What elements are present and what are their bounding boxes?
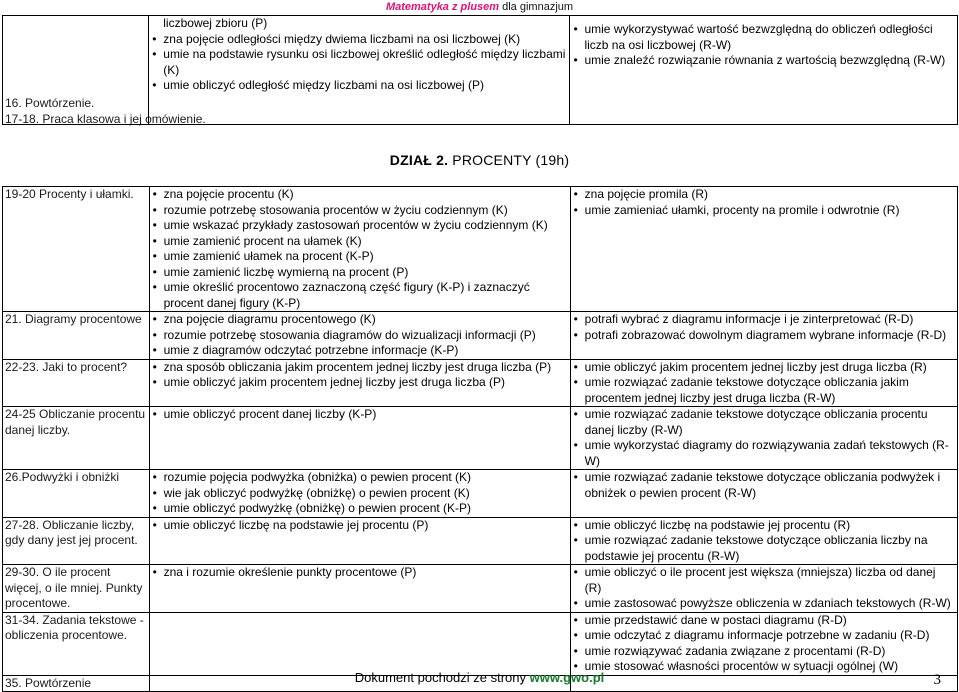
lesson-cell	[3, 612, 150, 675]
page-footer	[0, 670, 959, 686]
bullet-icon: •	[573, 407, 578, 421]
table-row	[3, 312, 958, 360]
top-col3	[570, 16, 958, 125]
list-item: • umie rozwiązywać zadania związane z procentami (R-D)	[573, 643, 886, 658]
bullet-icon: •	[152, 218, 157, 232]
section-prefix: DZIAŁ 2.	[389, 152, 453, 168]
bullet-icon: •	[573, 470, 578, 484]
lesson-title: 31-34. Zadania tekstowe - obliczenia procentowe.	[5, 612, 144, 642]
top-col1	[3, 16, 206, 126]
skills-basic-cell	[149, 612, 570, 675]
lesson-cell	[3, 407, 150, 470]
bullet-icon: •	[573, 22, 578, 36]
list-item: • umie na podstawie rysunku osi liczbowej określić odległość między liczbami (K)	[152, 47, 566, 77]
list-item: • umie stosować własności procentów w sytuacji ogólnej (W)	[573, 659, 899, 673]
skills-advanced-cell	[570, 470, 957, 518]
skills-basic-cell	[149, 312, 570, 360]
list-item: • umie przedstawić dane w postaci diagramu (R-D)	[573, 612, 847, 627]
bullet-icon: •	[152, 375, 157, 389]
bullet-icon: •	[152, 249, 157, 263]
list-item: • umie rozwiązać zadanie tekstowe dotyczące obliczania liczby na podstawie jej procentu (R-W)	[573, 533, 928, 563]
lesson-title: 22-23. Jaki to procent?	[5, 359, 128, 374]
skills-advanced-cell-list	[573, 565, 955, 612]
bullet-icon: •	[152, 312, 157, 326]
skills-basic-cell	[149, 187, 570, 312]
bullet-icon: •	[573, 565, 578, 579]
bullet-icon: •	[573, 596, 578, 610]
list-item: • umie rozwiązać zadanie tekstowe dotyczące obliczania jakim procentem jednej liczby jest druga liczba (R-W)	[573, 375, 909, 405]
bullet-icon: •	[152, 359, 157, 374]
header-subtitle: dla gimnazjum	[499, 1, 574, 13]
list-item: • umie obliczyć liczbę na podstawie jej procentu (R)	[573, 517, 851, 532]
skills-advanced-cell-list	[573, 360, 955, 407]
lesson-cell	[3, 187, 150, 312]
top-col2-list	[151, 32, 567, 94]
skills-basic-cell	[149, 359, 570, 407]
bullet-icon: •	[152, 31, 157, 46]
bullet-icon: •	[152, 485, 157, 500]
list-item: • umie zamienić ułamek na procent (K-P)	[152, 249, 374, 263]
skills-basic-cell	[149, 517, 570, 565]
skills-advanced-cell	[570, 517, 957, 565]
skills-advanced-cell-list	[573, 470, 955, 501]
table-row	[3, 612, 958, 675]
bullet-icon: •	[573, 438, 578, 452]
skills-basic-cell-list	[152, 312, 568, 359]
skills-basic-cell	[149, 565, 570, 613]
bullet-icon: •	[573, 202, 578, 217]
bullet-icon: •	[573, 517, 578, 532]
lesson-cell	[3, 470, 150, 518]
lesson-cell	[3, 312, 150, 360]
footer-site-link[interactable]: www.gwo.pl	[529, 670, 605, 685]
bullet-icon: •	[573, 628, 578, 642]
list-item: • umie znaleźć rozwiązanie równania z wartością bezwzględną (R-W)	[573, 53, 946, 67]
table-row	[3, 565, 958, 613]
page-number: 3	[933, 672, 941, 688]
list-item: • umie odczytać z diagramu informacje potrzebne w zadaniu (R-D)	[573, 628, 930, 642]
bullet-icon: •	[152, 264, 157, 279]
lesson-title: 21. Diagramy procentowe	[5, 312, 142, 326]
bullet-icon: •	[152, 187, 157, 201]
list-item: • rozumie pojęcia podwyżka (obniżka) o pewien procent (K)	[152, 470, 472, 484]
curriculum-table	[2, 186, 958, 692]
list-item: • umie zastosować powyższe obliczenia w zdaniach tekstowych (R-W)	[573, 596, 951, 610]
list-item: • zna pojęcie diagramu procentowego (K)	[152, 312, 376, 326]
skills-advanced-cell-list	[573, 518, 955, 565]
table-row	[3, 470, 958, 518]
list-item: • umie obliczyć liczbę na podstawie jej procentu (P)	[152, 517, 429, 532]
list-item: • umie obliczyć odległość między liczbami na osi liczbowej (P)	[152, 78, 485, 92]
lesson-17-title: 17-18. Praca klasowa i jej omówienie.	[5, 111, 206, 126]
skills-basic-cell-list	[152, 407, 568, 423]
bullet-icon: •	[152, 233, 157, 248]
bullet-icon: •	[152, 501, 157, 515]
list-item: • umie rozwiązać zadanie tekstowe dotyczące obliczania procentu danej liczby (R-W)	[573, 407, 928, 437]
skills-basic-cell-list	[152, 470, 568, 517]
skills-advanced-cell	[570, 359, 957, 407]
list-item: • umie wskazać przykłady zastosowań procentów w życiu codziennym (K)	[152, 218, 548, 232]
table-row	[3, 187, 958, 312]
list-item: • umie określić procentowo zaznaczoną część figury (K-P) i zaznaczyć procent danej figury (K-P)	[152, 280, 530, 310]
lesson-cell	[3, 565, 150, 613]
top-col3-list	[572, 22, 955, 69]
list-item: • rozumie potrzebę stosowania diagramów do wizualizacji informacji (P)	[152, 327, 536, 342]
skills-advanced-cell	[570, 407, 957, 470]
skills-basic-cell	[149, 407, 570, 470]
list-item: • umie zamienić liczbę wymierną na procent (P)	[152, 264, 409, 279]
lesson-title: 35. Powtórzenie	[5, 675, 92, 690]
bullet-icon: •	[152, 202, 157, 217]
skills-advanced-cell-list	[573, 187, 955, 218]
skills-advanced-cell-list	[573, 407, 955, 469]
list-item: • umie zamienić procent na ułamek (K)	[152, 233, 362, 248]
lesson-title: 26.Podwyżki i obniżki	[5, 470, 120, 484]
lesson-title: 29-30. O ile procent więcej, o ile mniej. Punkty procentowe.	[5, 565, 143, 610]
top-table	[2, 15, 958, 125]
table-row	[3, 359, 958, 407]
list-item: • umie rozwiązać zadanie tekstowe dotyczące obliczania podwyżek i obniżek o pewien procent (R-W)	[573, 470, 941, 500]
bullet-icon: •	[573, 359, 578, 374]
bullet-icon: •	[573, 612, 578, 627]
lesson-title: 24-25 Obliczanie procentu danej liczby.	[5, 407, 146, 437]
lesson-cell	[3, 359, 150, 407]
list-item: • potrafi wybrać z diagramu informacje i je zinterpretować (R-D)	[573, 312, 914, 326]
skills-advanced-cell	[570, 612, 957, 675]
list-item: • potrafi zobrazować dowolnym diagramem wybrane informacje (R-D)	[573, 327, 947, 342]
skills-advanced-cell	[570, 565, 957, 613]
bullet-icon: •	[152, 78, 157, 92]
list-item: • wie jak obliczyć podwyżkę (obniżkę) o pewien procent (K)	[152, 485, 470, 500]
bullet-icon: •	[573, 327, 578, 342]
bullet-icon: •	[152, 327, 157, 342]
table-row	[3, 407, 958, 470]
list-item: • umie obliczyć podwyżkę (obniżkę) o pewien procent (K-P)	[152, 501, 472, 515]
list-item: • zna sposób obliczania jakim procentem jednej liczby jest druga liczba (P)	[152, 359, 552, 374]
bullet-icon: •	[573, 659, 578, 673]
skills-basic-cell	[149, 470, 570, 518]
list-item: • umie z diagramów odczytać potrzebne informacje (K-P)	[152, 343, 459, 357]
list-item: • umie obliczyć jakim procentem jednej liczby jest druga liczba (R)	[573, 359, 927, 374]
list-item: • zna pojęcie procentu (K)	[152, 187, 294, 201]
lesson-title: 27-28. Obliczanie liczby, gdy dany jest jej procent.	[5, 517, 138, 547]
list-item: • zna pojęcie promila (R)	[573, 187, 709, 201]
header-brand: Matematyka z plusem	[385, 1, 500, 13]
bullet-icon: •	[573, 375, 578, 389]
list-item: • umie zamieniać ułamki, procenty na promile i odwrotnie (R)	[573, 202, 900, 217]
bullet-icon: •	[573, 643, 578, 658]
list-item: • rozumie potrzebę stosowania procentów w życiu codziennym (K)	[152, 202, 508, 217]
page-header	[0, 0, 959, 14]
skills-basic-cell-list	[152, 565, 568, 581]
bullet-icon: •	[573, 187, 578, 201]
bullet-icon: •	[152, 343, 157, 357]
skills-advanced-cell-list	[573, 613, 955, 675]
top-col2-carryover: liczbowej zbioru (P)	[163, 16, 268, 30]
skills-advanced-cell	[570, 187, 957, 312]
list-item: • umie wykorzystać diagramy do rozwiązywania zadań tekstowych (R-W)	[573, 438, 949, 468]
list-item: • zna pojęcie odległości między dwiema liczbami na osi liczbowej (K)	[152, 31, 521, 46]
bullet-icon: •	[573, 312, 578, 326]
footer-text: Dokument pochodzi ze strony	[354, 670, 530, 685]
bullet-icon: •	[573, 533, 578, 547]
list-item: • umie obliczyć procent danej liczby (K-P)	[152, 407, 377, 421]
skills-basic-cell-list	[152, 187, 568, 311]
section-name: PROCENTY (19h)	[452, 152, 570, 168]
skills-basic-cell-list	[152, 360, 568, 391]
list-item: • umie obliczyć jakim procentem jednej liczby jest druga liczba (P)	[152, 375, 506, 389]
bullet-icon: •	[152, 47, 157, 61]
bullet-icon: •	[152, 470, 157, 484]
bullet-icon: •	[152, 517, 157, 532]
lesson-title: 19-20 Procenty i ułamki.	[5, 187, 134, 201]
bullet-icon: •	[573, 53, 578, 67]
bullet-icon: •	[152, 407, 157, 421]
list-item: • umie wykorzystywać wartość bezwzględną do obliczeń odległości liczb na osi liczbowej (R-W)	[573, 22, 933, 52]
section-title	[0, 152, 959, 168]
table-row	[3, 517, 958, 565]
list-item: • umie obliczyć o ile procent jest większa (mniejsza) liczba od danej (R)	[573, 565, 936, 595]
bullet-icon: •	[152, 565, 157, 579]
list-item: • zna i rozumie określenie punkty procentowe (P)	[152, 565, 417, 579]
lesson-16-title: 16. Powtórzenie.	[5, 96, 95, 110]
skills-basic-cell-list	[152, 518, 568, 534]
skills-advanced-cell	[570, 312, 957, 360]
skills-advanced-cell-list	[573, 312, 955, 343]
bullet-icon: •	[152, 280, 157, 294]
lesson-cell	[3, 517, 150, 565]
